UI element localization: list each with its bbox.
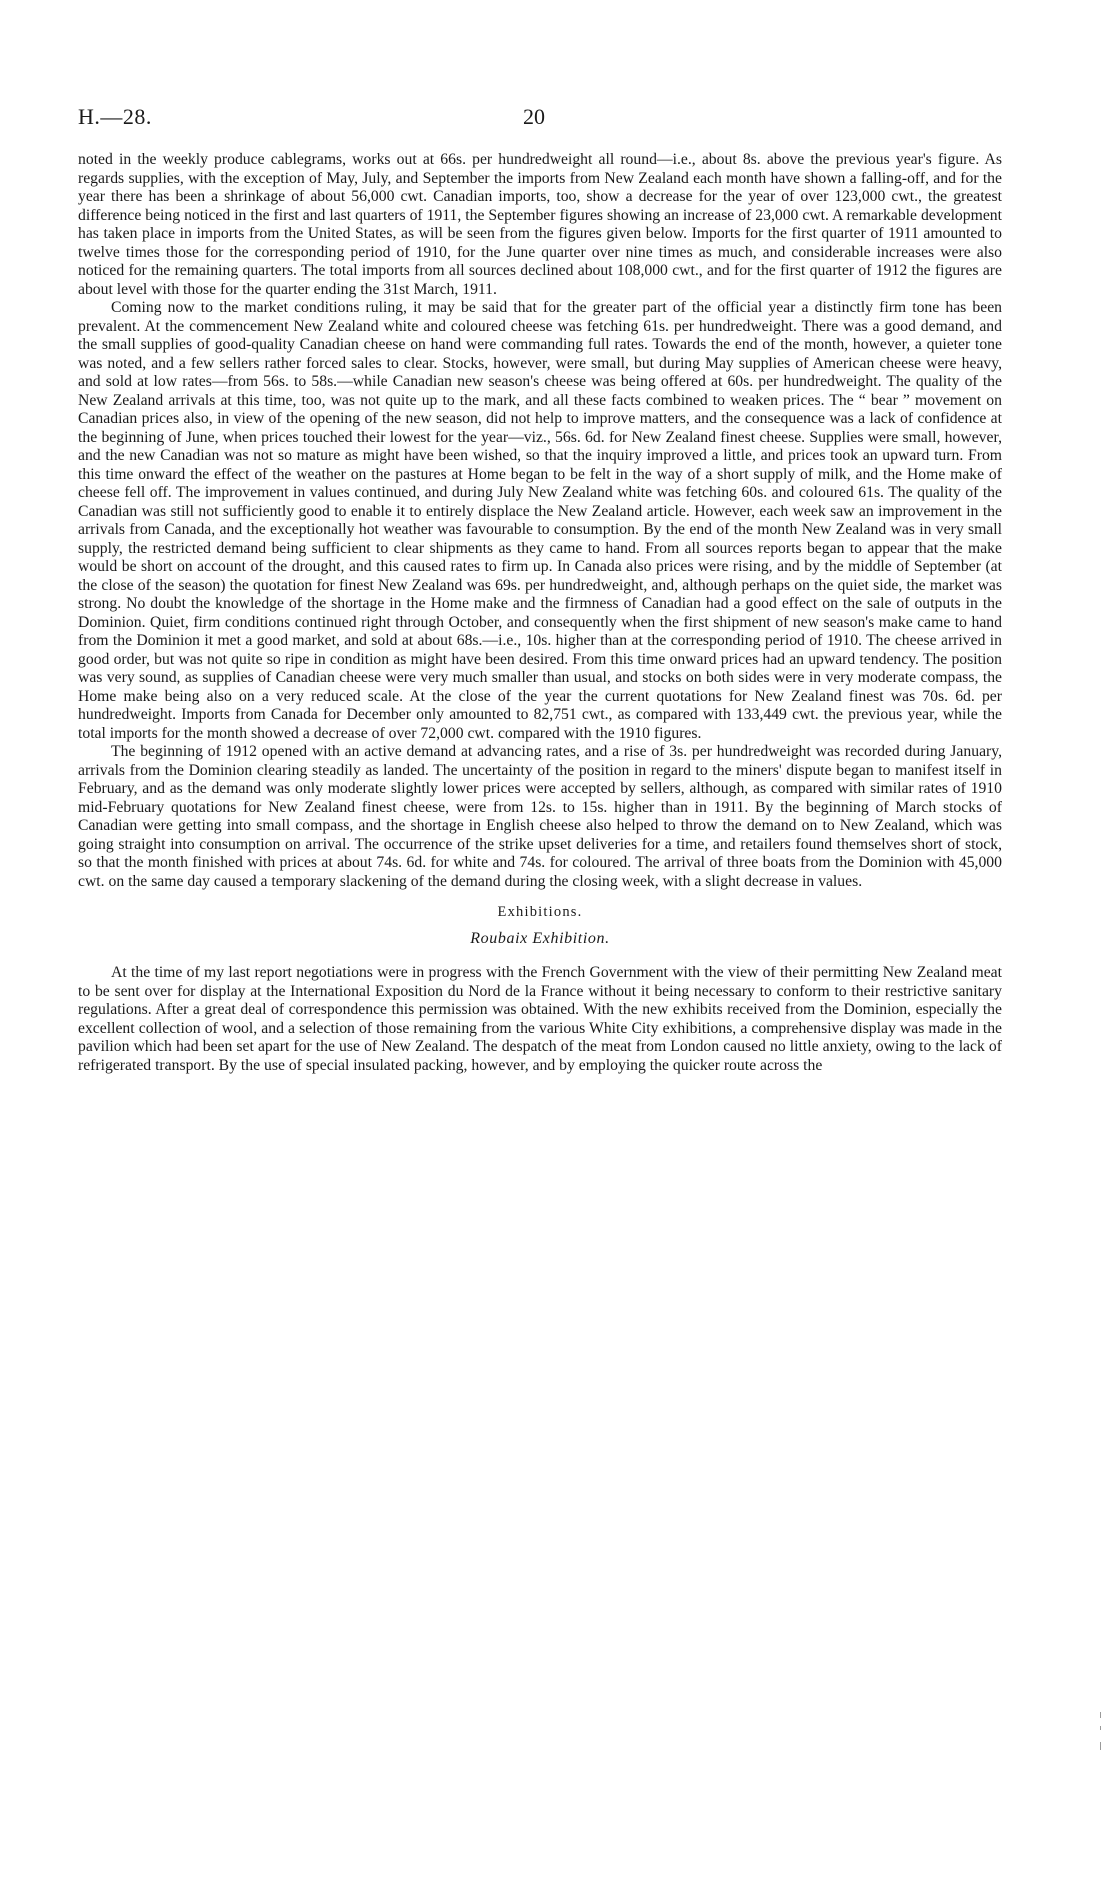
document-reference: H.—28. xyxy=(78,104,152,129)
body-text xyxy=(78,151,1002,1075)
paragraph-continued: noted in the weekly produce cablegrams, works out at 66s. per hundredweight all round—i.e., about 8s. above the previous year's figure. As regards supplies, with the exception of May, July, and September the imports from New Zealand each month have shown a falling-off, and for the year there has been a shrinkage of about 56,000 cwt. Canadian imports, too, show a decrease for the year of over 123,000 cwt., the greatest difference being noticed in the first and last quarters of 1911, the September figures showing an increase of 23,000 cwt. A remarkable development has taken place in imports from the United States, as will be seen from the figures given below. Imports for the first quarter of 1911 amounted to twelve times those for the corresponding period of 1910, for the June quarter over nine times as much, and considerable increases were also noticed for the remaining quarters. The total imports from all sources declined about 108,000 cwt., and for the first quarter of 1912 the figures are about level with those for the quarter ending the 31st March, 1911. xyxy=(78,151,1002,298)
paragraph-market-conditions: Coming now to the market conditions ruling, it may be said that for the greater part of the official year a distinctly firm tone has been prevalent. At the commencement New Zealand white and coloured cheese was fetching 61s. per hundredweight. There was a good demand, and the small supplies of good-quality Canadian cheese on hand were commanding full rates. Towards the end of the month, however, a quieter tone was noted, and a few sellers rather forced sales to clear. Stocks, however, were small, but during May supplies of American cheese were heavy, and sold at low rates—from 56s. to 58s.—while Canadian new season's cheese was being offered at 60s. per hundredweight. The quality of the New Zealand arrivals at this time, too, was not quite up to the mark, and all these facts combined to weaken prices. The “ bear ” movement on Canadian prices also, in view of the opening of the new season, did not help to improve matters, and the consequence was a lack of confidence at the beginning of June, when prices touched their lowest for the year—viz., 56s. 6d. for New Zealand finest cheese. Supplies were small, however, and the new Canadian was not so mature as might have been wished, so that the inquiry improved a little, and prices took an upward turn. From this time onward the effect of the weather on the pastures at Home began to be felt in the way of a short supply of milk, and the Home make of cheese fell off. The improvement in values continued, and during July New Zealand white was fetching 60s. and coloured 61s. The quality of the Canadian was still not sufficiently good to enable it to entirely displace the New Zealand article. However, each week saw an improvement in the arrivals from Canada, and the exceptionally hot weather was favourable to consumption. By the end of the month New Zealand was in very small supply, the restricted demand being sufficient to clear shipments as they came to hand. From all sources reports began to appear that the make would be short on account of the drought, and this caused rates to firm up. In Canada also prices were rising, and by the middle of September (at the close of the season) the quotation for finest New Zealand was 69s. per hundredweight, and, although perhaps on the quiet side, the market was strong. No doubt the knowledge of the shortage in the Home make and the firmness of Canadian had a good effect on the sale of outputs in the Dominion. Quiet, firm conditions continued right through October, and consequently when the first shipment of new season's make came to hand from the Dominion it met a good market, and sold at about 68s.—i.e., 10s. higher than at the corresponding period of 1910. The cheese arrived in good order, but was not quite so ripe in condition as might have been desired. From this time onward prices had an upward tendency. The position was very sound, as supplies of Canadian cheese were very much smaller than usual, and stocks on both sides were in very moderate compass, the Home make being also on a very reduced scale. At the close of the year the current quotations for New Zealand finest was 70s. 6d. per hundredweight. Imports from Canada for December only amounted to 82,751 cwt., as compared with 133,449 cwt. the previous year, while the total imports for the month showed a decrease of over 72,000 cwt. compared with the 1910 figures. xyxy=(78,299,1002,742)
paragraph-1912-outlook: The beginning of 1912 opened with an active demand at advancing rates, and a rise of 3s. per hundredweight was recorded during January, arrivals from the Dominion clearing steadily as landed. The uncertainty of the position in regard to the miners' dispute began to manifest itself in February, and as the demand was only moderate slightly lower prices were accepted by sellers, although, as compared with similar rates of 1910 mid-February quotations for New Zealand finest cheese, were from 12s. to 15s. higher than in 1911. By the beginning of March stocks of Canadian were getting into small compass, and the shortage in English cheese also helped to throw the demand on to New Zealand, which was going straight into consumption on arrival. The occurrence of the strike upset deliveries for a time, and retailers found themselves short of stock, so that the month finished with prices at about 74s. 6d. for white and 74s. for coloured. The arrival of three boats from the Dominion with 45,000 cwt. on the same day caused a temporary slackening of the demand during the closing week, with a slight decrease in values. xyxy=(78,743,1002,890)
page-number: 20 xyxy=(523,104,545,129)
section-heading-exhibitions: Exhibitions. xyxy=(497,904,583,920)
page-header xyxy=(78,104,1002,134)
margin-scan-mark xyxy=(1094,1712,1108,1752)
subheading-roubaix-exhibition: Roubaix Exhibition. xyxy=(470,929,610,947)
paragraph-roubaix: At the time of my last report negotiations were in progress with the French Government with the view of their permitting New Zealand meat to be sent over for display at the International Exposition du Nord de la France without it being necessary to conform to their restrictive sanitary regulations. After a great deal of correspondence this permission was obtained. With the new exhibits received from the Dominion, especially the excellent collection of wool, and a selection of those remaining from the various White City exhibitions, a comprehensive display was made in the pavilion which had been set apart for the use of New Zealand. The despatch of the meat from London caused no little anxiety, owing to the lack of refrigerated transport. By the use of special insulated packing, however, and by employing the quicker route across the xyxy=(78,964,1002,1074)
